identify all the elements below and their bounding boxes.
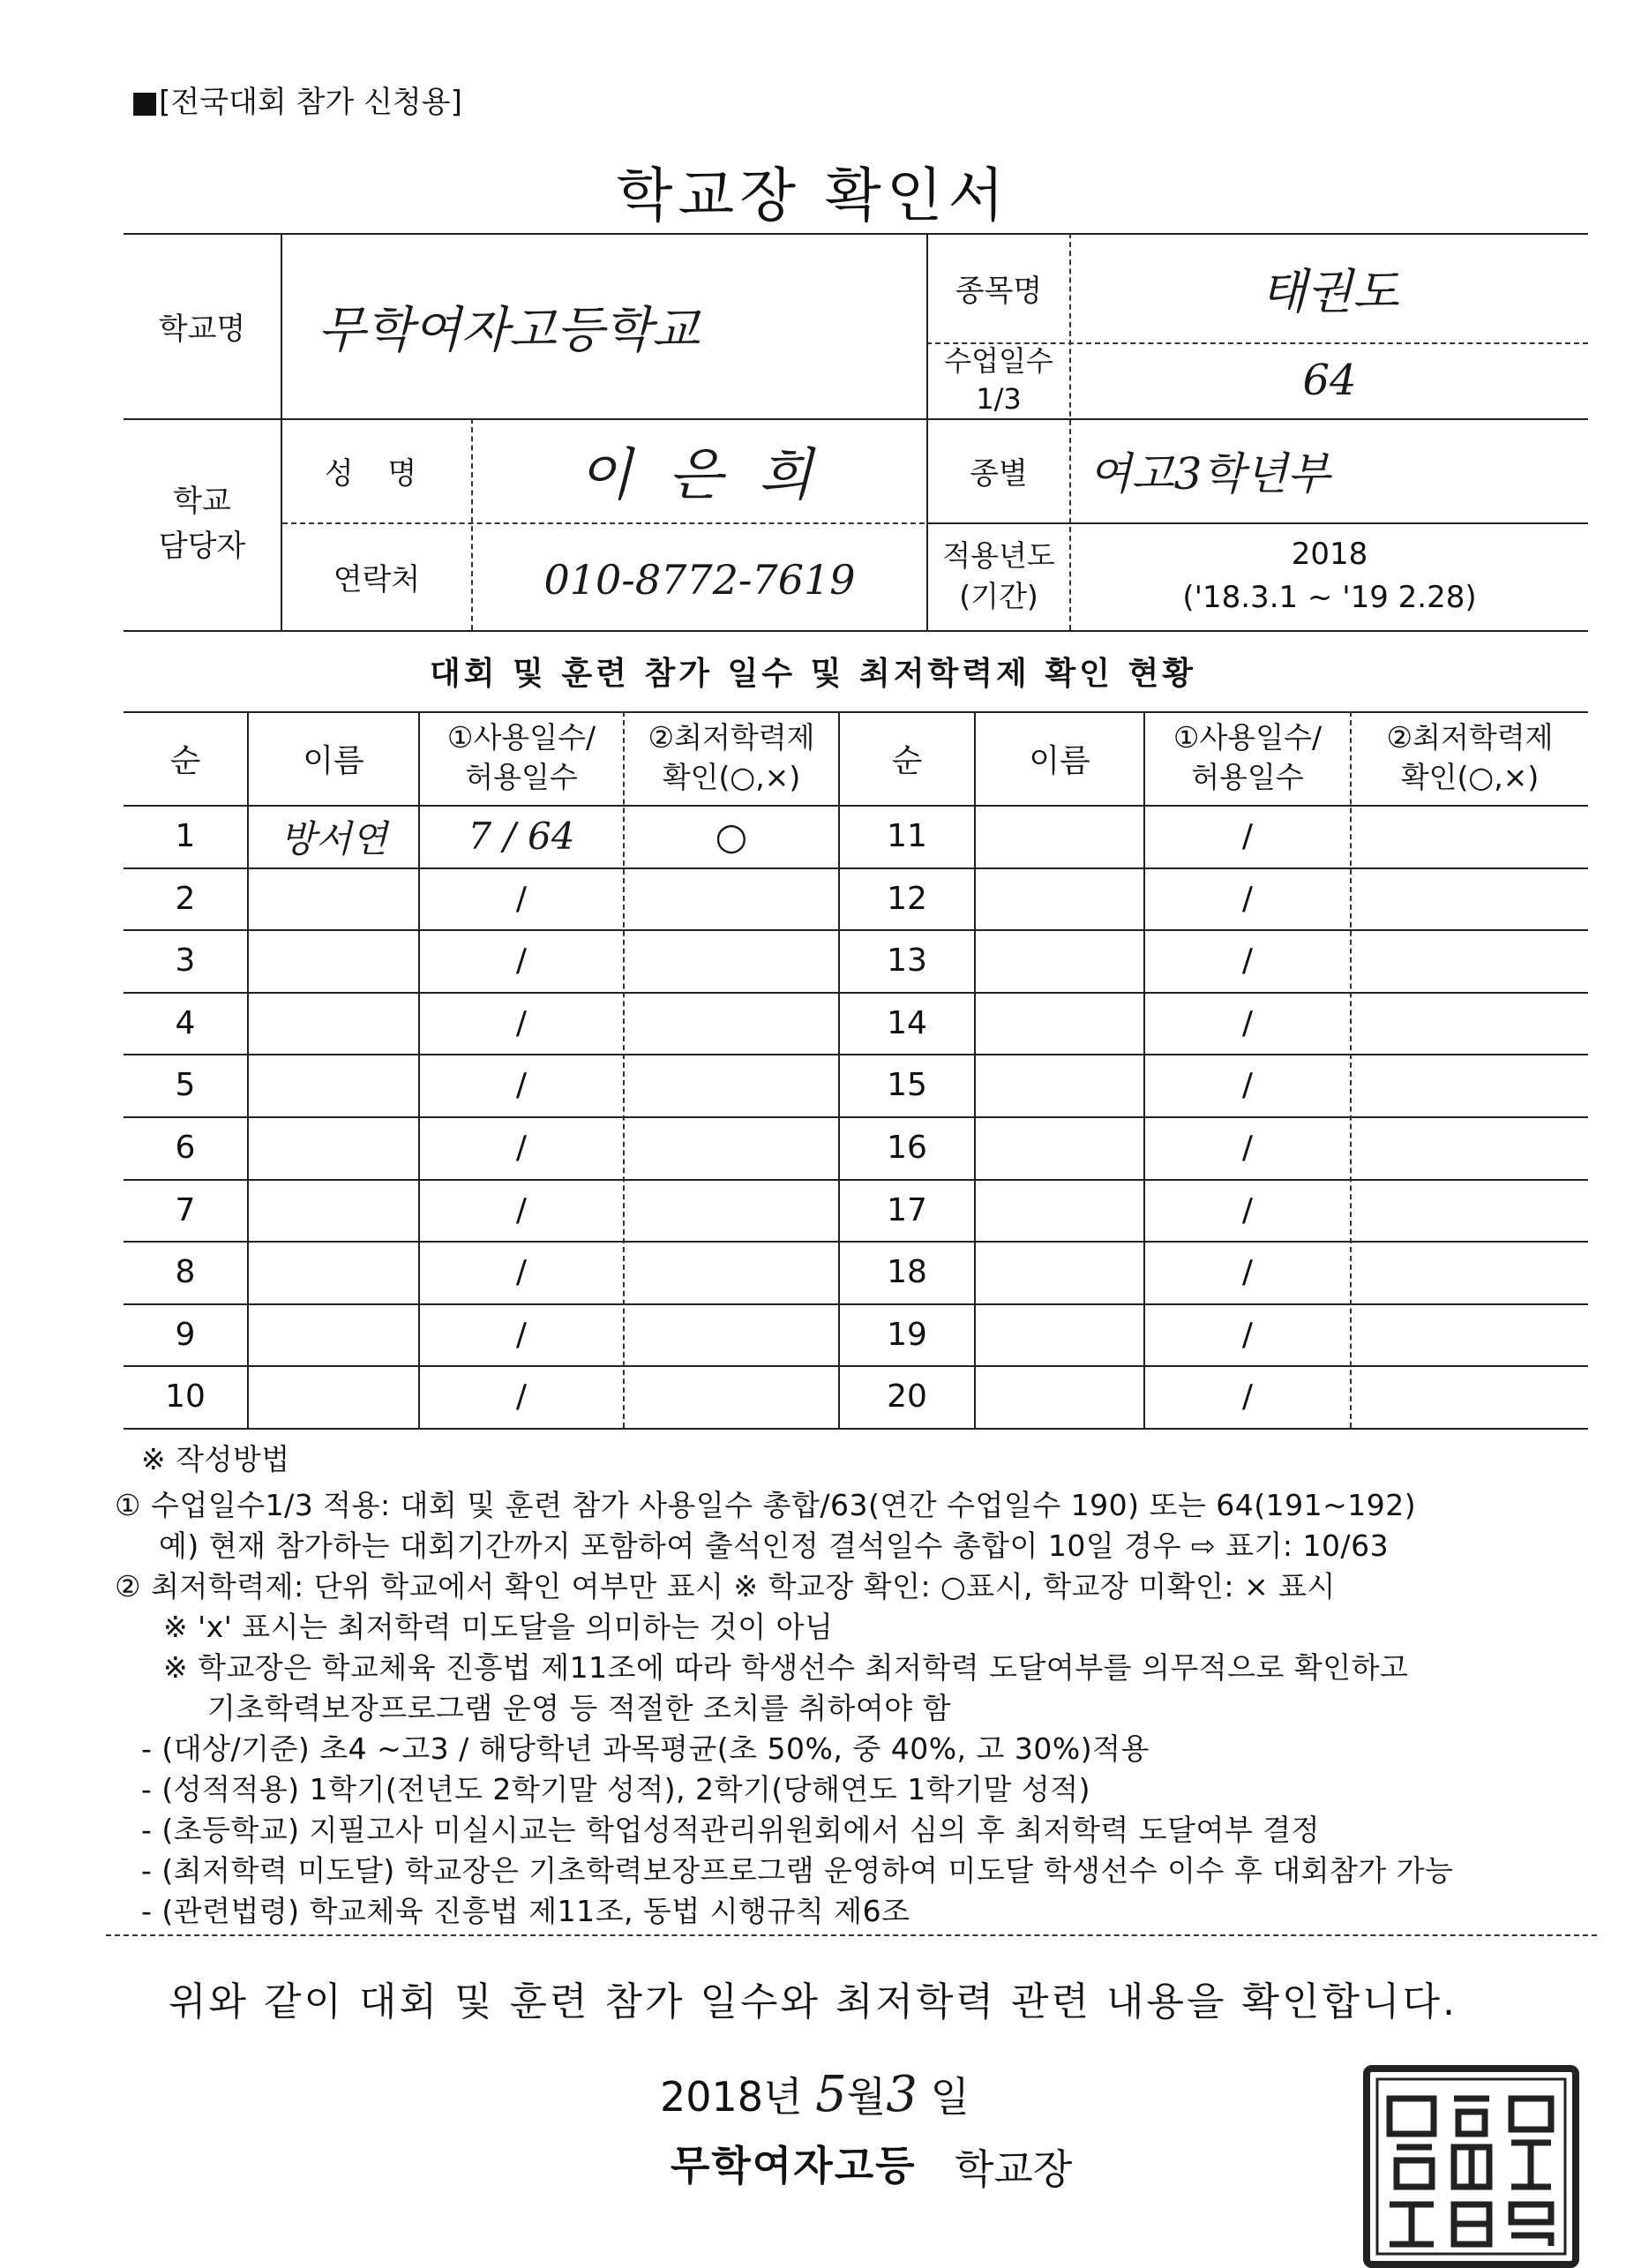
- right-row-5-check: [1352, 1054, 1588, 1116]
- right-row-8-check: [1352, 1241, 1588, 1303]
- event-label: 종목명: [955, 273, 1043, 309]
- right-row-3-num: 13: [887, 942, 927, 979]
- left-row-4-check: [625, 992, 838, 1055]
- left-row-1-name: 방서연: [280, 816, 387, 860]
- right-row-4-days: /: [1241, 1005, 1254, 1041]
- note-4b: 기초학력보장프로그램 운영 등 적절한 조치를 취하여야 함: [207, 1691, 952, 1725]
- right-row-5-name: [976, 1054, 1143, 1116]
- note-1b: 예) 현재 참가하는 대회기간까지 포함하여 출석인정 결석일수 총합이 10일 경우 ⇨ 표기: 10/63: [159, 1528, 1390, 1563]
- note-2: ② 최저학력제: 단위 학교에서 확인 여부만 표시 ※ 학교장 확인: ○표시, 학교장 미확인: × 표시: [115, 1569, 1336, 1603]
- left-row-7-num: 7: [175, 1192, 196, 1228]
- left-row-1-days: 7 / 64: [468, 815, 575, 858]
- right-row-2-check: [1352, 867, 1588, 930]
- left-row-4-name: [249, 992, 418, 1055]
- class-days-value: 64: [1302, 356, 1357, 405]
- right-row-1-days: /: [1241, 818, 1254, 854]
- confirmation-text: 위와 같이 대회 및 훈련 참가 일수와 최저학력 관련 내용을 확인합니다.: [169, 1979, 1457, 2024]
- note-1a: ① 수업일수1/3 적용: 대회 및 훈련 참가 사용일수 총합/63(연간 수업일수 190) 또는 64(191~192): [115, 1488, 1417, 1522]
- left-row-9-num: 9: [175, 1317, 196, 1353]
- right-row-3-check: [1352, 929, 1588, 992]
- header-name-left: 이름: [303, 742, 364, 779]
- right-row-2-name: [976, 867, 1143, 930]
- header-tag: ■[전국대회 참가 신청용]: [131, 85, 462, 120]
- left-row-2-check: [625, 867, 838, 930]
- right-row-4-num: 14: [887, 1005, 927, 1041]
- date: [660, 2065, 970, 2123]
- right-row-1-num: 11: [887, 818, 927, 854]
- notes-heading: ※ 작성방법: [141, 1442, 290, 1476]
- date-year: 2018년: [660, 2073, 803, 2121]
- right-row-6-days: /: [1241, 1130, 1254, 1166]
- header-days-left: ①사용일수/ 허용일수: [446, 720, 596, 794]
- left-row-9-name: [249, 1303, 418, 1366]
- left-row-5-num: 5: [175, 1067, 196, 1103]
- left-row-7-check: [625, 1179, 838, 1242]
- left-row-5-check: [625, 1054, 838, 1116]
- name-label: 성 명: [324, 455, 430, 492]
- left-row-9-check: [625, 1303, 838, 1366]
- left-row-3-check: [625, 929, 838, 992]
- right-row-1-check: [1352, 805, 1588, 867]
- note-d3: - (초등학교) 지필고사 미실시교는 학업성적관리위원회에서 심의 후 최저학력 도달여부 결정: [141, 1813, 1321, 1847]
- header-check-left: ②최저학력제 확인(○,×): [648, 720, 815, 794]
- right-row-8-num: 18: [887, 1254, 927, 1290]
- principal-label: 학교장: [955, 2145, 1073, 2193]
- left-row-8-name: [249, 1241, 418, 1303]
- right-row-7-check: [1352, 1179, 1588, 1242]
- left-row-5-name: [249, 1054, 418, 1116]
- left-row-6-name: [249, 1116, 418, 1179]
- left-row-3-name: [249, 929, 418, 992]
- contact-label: 연락처: [333, 561, 421, 597]
- header-name-right: 이름: [1029, 742, 1090, 779]
- right-row-3-name: [976, 929, 1143, 992]
- name-value: 이 은 희: [577, 443, 822, 508]
- left-row-7-days: /: [515, 1192, 528, 1228]
- left-row-8-days: /: [515, 1254, 528, 1290]
- note-d4: - (최저학력 미도달) 학교장은 기초학력보장프로그램 운영하여 미도달 학생선수 이수 후 대회참가 가능: [141, 1853, 1454, 1888]
- right-row-8-name: [976, 1241, 1143, 1303]
- year-label: 적용년도 (기간): [942, 537, 1055, 613]
- date-day: 3: [886, 2066, 918, 2123]
- right-row-4-check: [1352, 992, 1588, 1055]
- note-4a: ※ 학교장은 학교체육 진흥법 제11조에 따라 학생선수 최저학력 도달여부를 의무적으로 확인하고: [163, 1650, 1409, 1685]
- note-d1: - (대상/기준) 초4 ~고3 / 해당학년 과목평균(초 50%, 중 40%, 고 30%)적용: [141, 1731, 1150, 1766]
- right-row-10-name: [976, 1365, 1143, 1428]
- right-row-2-days: /: [1241, 881, 1254, 917]
- header-num-left: 순: [169, 742, 201, 779]
- contact-value: 010-8772-7619: [543, 556, 856, 604]
- right-row-1-name: [976, 805, 1143, 867]
- seal-icon: [1370, 2072, 1572, 2261]
- event-value: 태권도: [1260, 263, 1399, 319]
- class-days-label: 수업일수 1/3: [944, 343, 1053, 416]
- right-row-9-num: 19: [887, 1317, 927, 1353]
- right-row-2-num: 12: [887, 881, 927, 917]
- school-name-value: 무학여자고등학교: [318, 302, 700, 359]
- left-row-6-check: [625, 1116, 838, 1179]
- page-title: 학교장 확인서: [616, 161, 1010, 229]
- right-row-9-days: /: [1241, 1317, 1254, 1353]
- left-row-9-days: /: [515, 1317, 528, 1353]
- header-check-right: ②최저학력제 확인(○,×): [1386, 720, 1554, 794]
- left-row-10-name: [249, 1365, 418, 1428]
- left-row-10-days: /: [515, 1378, 528, 1415]
- left-row-2-num: 2: [175, 881, 196, 917]
- header-days-right: ①사용일수/ 허용일수: [1173, 720, 1323, 794]
- note-3: ※ 'x' 표시는 최저학력 미도달을 의미하는 것이 아님: [163, 1610, 834, 1644]
- left-row-8-check: [625, 1241, 838, 1303]
- left-row-2-name: [249, 867, 418, 930]
- left-row-5-days: /: [515, 1067, 528, 1103]
- category-value: 여고3학년부: [1089, 448, 1330, 499]
- date-month: 5: [815, 2066, 847, 2123]
- right-row-5-days: /: [1241, 1067, 1254, 1103]
- school-signature: 무학여자고등: [671, 2142, 917, 2189]
- right-row-7-days: /: [1241, 1192, 1254, 1228]
- right-row-10-days: /: [1241, 1378, 1254, 1415]
- right-row-7-name: [976, 1179, 1143, 1242]
- right-row-5-num: 15: [887, 1067, 927, 1103]
- section-title: 대회 및 훈련 참가 일수 및 최저학력제 확인 현황: [429, 656, 1196, 692]
- right-row-6-num: 16: [887, 1130, 927, 1166]
- right-row-9-check: [1352, 1303, 1588, 1366]
- manager-label: 학교 담당자: [158, 484, 246, 564]
- date-month-unit: 월: [846, 2073, 887, 2121]
- left-row-6-days: /: [515, 1130, 528, 1166]
- seal-text: [1372, 2074, 1382, 2075]
- right-row-8-days: /: [1241, 1254, 1254, 1290]
- left-row-3-num: 3: [175, 942, 196, 979]
- left-row-1-num: 1: [175, 818, 196, 854]
- year-value: 2018 ('18.3.1 ~ '19 2.28): [1182, 536, 1477, 615]
- right-row-10-num: 20: [887, 1378, 927, 1415]
- date-day-unit: 일: [930, 2073, 970, 2121]
- left-row-10-num: 10: [165, 1378, 206, 1415]
- right-row-6-name: [976, 1116, 1143, 1179]
- left-row-1-check: ○: [715, 815, 748, 858]
- left-row-10-check: [625, 1365, 838, 1428]
- category-label: 종별: [970, 455, 1028, 492]
- left-row-6-num: 6: [175, 1130, 196, 1166]
- right-row-4-name: [976, 992, 1143, 1055]
- left-row-7-name: [249, 1179, 418, 1242]
- right-row-10-check: [1352, 1365, 1588, 1428]
- note-d5: - (관련법령) 학교체육 진흥법 제11조, 동법 시행규칙 제6조: [141, 1894, 910, 1928]
- left-row-2-days: /: [515, 881, 528, 917]
- school-seal: [1363, 2065, 1579, 2268]
- header-num-right: 순: [891, 742, 923, 779]
- right-row-9-name: [976, 1303, 1143, 1366]
- left-row-4-num: 4: [175, 1005, 196, 1041]
- left-row-8-num: 8: [175, 1254, 196, 1290]
- right-row-3-days: /: [1241, 942, 1254, 979]
- left-row-3-days: /: [515, 942, 528, 979]
- left-row-4-days: /: [515, 1005, 528, 1041]
- school-name-label: 학교명: [158, 311, 246, 347]
- right-row-7-num: 17: [887, 1192, 927, 1228]
- right-row-6-check: [1352, 1116, 1588, 1179]
- note-d2: - (성적적용) 1학기(전년도 2학기말 성적), 2학기(당해연도 1학기말 성적): [141, 1772, 1091, 1806]
